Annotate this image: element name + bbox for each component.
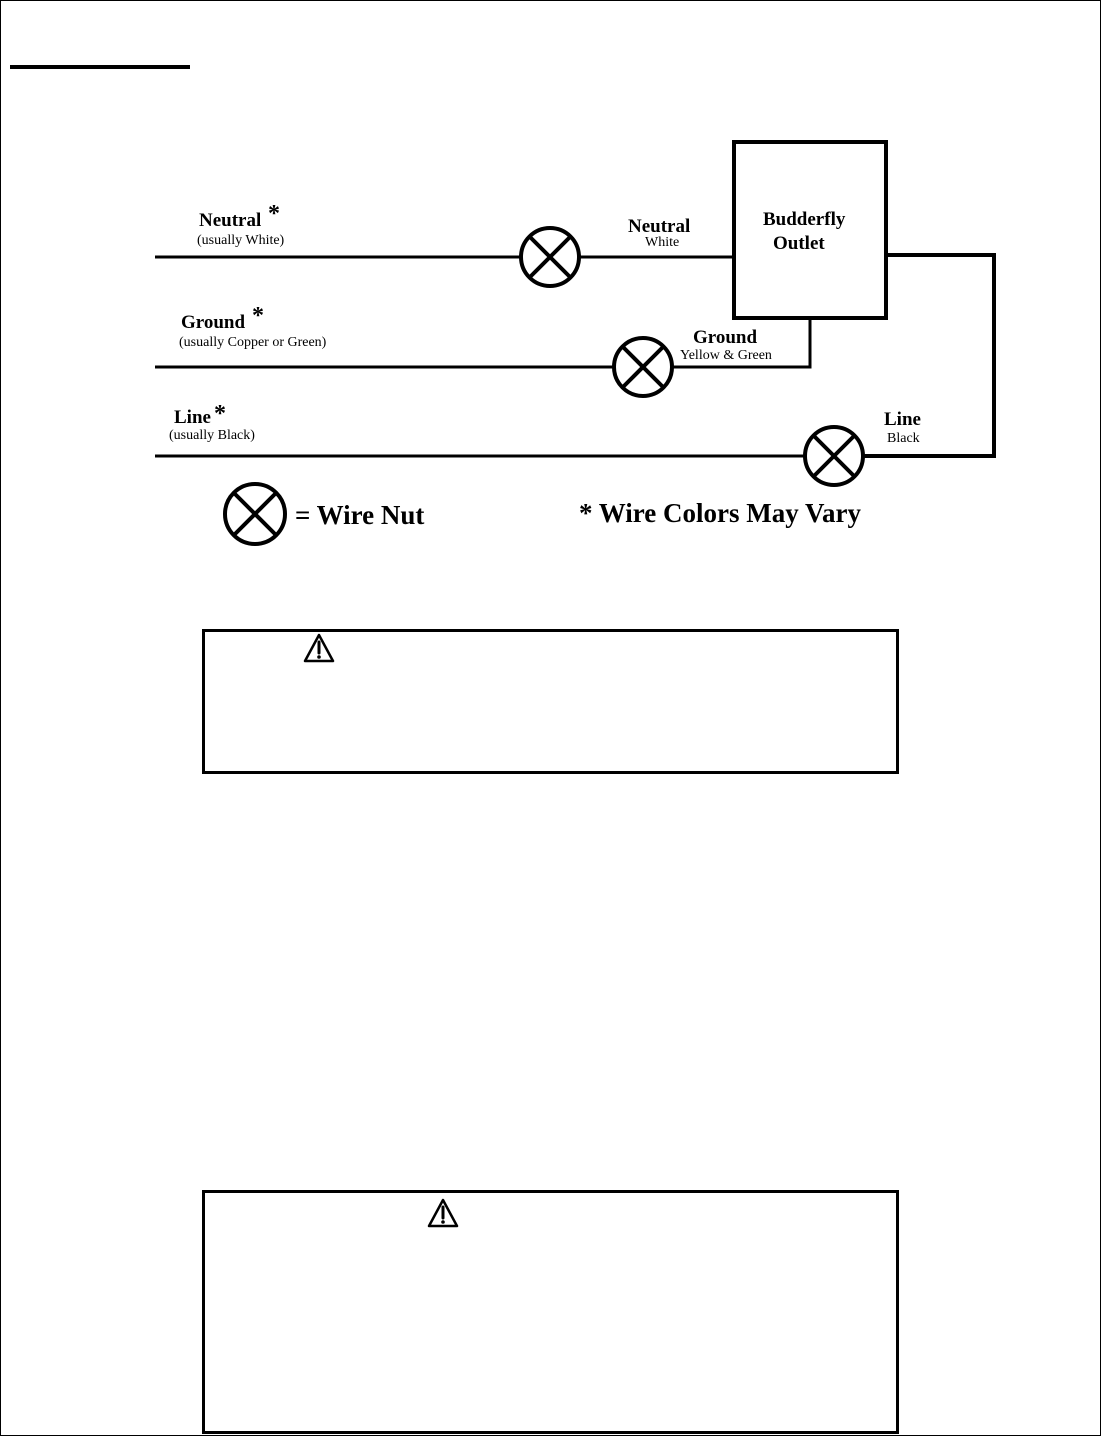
- neutral-outlet-color: White: [645, 235, 680, 250]
- wire-colors-note: * Wire Colors May Vary: [579, 498, 861, 528]
- outlet-box: [734, 142, 886, 318]
- ground-source-label: Ground: [181, 312, 246, 333]
- warning-box-1: [202, 629, 899, 774]
- wire-nut-legend-symbol: [225, 484, 285, 544]
- warning-triangle-icon: [302, 632, 336, 669]
- neutral-source-note: (usually White): [197, 233, 285, 248]
- line-asterisk: *: [214, 401, 226, 427]
- line-outlet-label: Line: [884, 409, 921, 430]
- wire-nut-ground: [614, 338, 672, 396]
- line-source-label: Line: [174, 407, 211, 428]
- wire-nut-neutral: [521, 228, 579, 286]
- wire-nut-legend-text: = Wire Nut: [295, 500, 425, 530]
- warning-triangle-icon: [426, 1197, 460, 1234]
- warning-box-2: [202, 1190, 899, 1434]
- ground-outlet-label: Ground: [693, 327, 758, 348]
- wire-nut-line: [805, 427, 863, 485]
- neutral-outlet-label: Neutral: [628, 216, 691, 237]
- ground-asterisk: *: [252, 303, 264, 329]
- line-source-note: (usually Black): [169, 428, 255, 443]
- outlet-label-line2: Outlet: [773, 233, 825, 254]
- neutral-asterisk: *: [268, 201, 280, 227]
- neutral-source-label: Neutral: [199, 210, 262, 231]
- outlet-label-line1: Budderfly: [763, 209, 846, 230]
- ground-source-note: (usually Copper or Green): [179, 335, 327, 350]
- ground-outlet-color: Yellow & Green: [680, 348, 772, 363]
- line-outlet-color: Black: [887, 431, 920, 446]
